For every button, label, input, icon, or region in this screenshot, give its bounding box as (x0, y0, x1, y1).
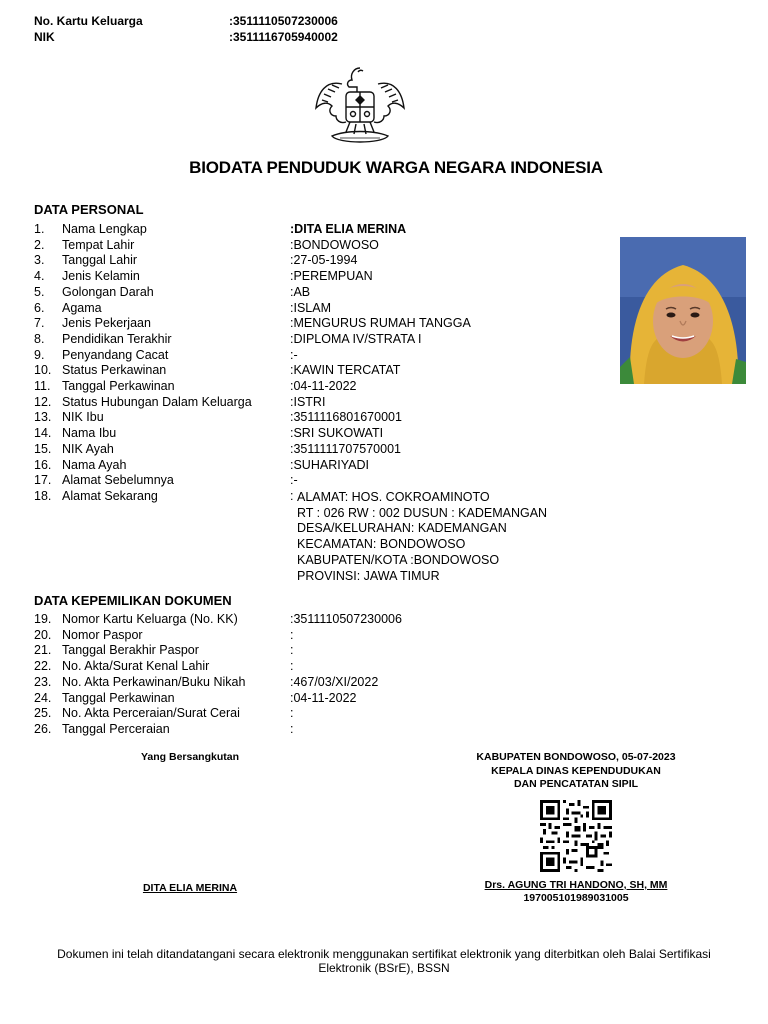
official-name: Drs. AGUNG TRI HANDONO, SH, MM (484, 879, 668, 891)
address-line: KABUPATEN/KOTA :BONDOWOSO (297, 552, 500, 567)
row-number: 24. (34, 690, 52, 705)
document-row (34, 658, 654, 674)
documents-data-list (34, 611, 654, 741)
row-value: :DITA ELIA MERINA (290, 222, 407, 236)
row-number: 8. (34, 331, 45, 346)
row-value: : (290, 659, 294, 674)
personal-row (34, 221, 654, 237)
row-value: : (290, 627, 294, 642)
row-number: 12. (34, 394, 52, 409)
personal-heading: DATA PERSONAL (34, 202, 144, 217)
row-label: Alamat Sekarang (62, 488, 158, 503)
personal-row (34, 425, 654, 441)
document-row (34, 642, 654, 658)
row-label: Golongan Darah (62, 284, 154, 299)
personal-data-list (34, 221, 654, 581)
row-value: :MENGURUS RUMAH TANGGA (290, 316, 471, 331)
address-line: DESA/KELURAHAN: KADEMANGAN (297, 521, 507, 536)
row-number: 14. (34, 426, 52, 441)
document-row (34, 611, 654, 627)
personal-row (34, 457, 654, 473)
address-line: ALAMAT: HOS. COKROAMINOTO (297, 490, 490, 504)
row-number: 18. (34, 488, 52, 503)
kk-label: No. Kartu Keluarga (34, 14, 143, 28)
qr-code-icon (538, 800, 614, 872)
row-label: Pendidikan Terakhir (62, 331, 172, 346)
row-label: Penyandang Cacat (62, 347, 169, 362)
personal-row (34, 268, 654, 284)
address-line: RT : 026 RW : 002 DUSUN : KADEMANGAN (297, 505, 548, 520)
row-number: 13. (34, 410, 52, 425)
row-label: No. Akta/Surat Kenal Lahir (62, 659, 210, 674)
official-title-1: KEPALA DINAS KEPENDUDUKAN (491, 765, 661, 777)
row-label: Nama Lengkap (62, 222, 147, 236)
row-label: Jenis Kelamin (62, 269, 140, 284)
row-number: 3. (34, 253, 45, 268)
personal-row (34, 394, 654, 410)
row-label: Nama Ayah (62, 457, 127, 472)
row-label: NIK Ayah (62, 441, 114, 456)
footer-line-2: Elektronik (BSrE), BSSN (318, 961, 450, 975)
row-value: :467/03/XI/2022 (290, 674, 379, 689)
row-number: 2. (34, 237, 45, 252)
official-nip: 197005101989031005 (523, 892, 629, 904)
personal-row (34, 441, 654, 457)
signer-caption: Yang Bersangkutan (140, 751, 240, 763)
row-value: :KAWIN TERCATAT (290, 363, 401, 378)
document-title: BIODATA PENDUDUK WARGA NEGARA INDONESIA (189, 158, 603, 177)
official-title-2: DAN PENCATATAN SIPIL (513, 778, 639, 790)
row-number: 19. (34, 612, 52, 626)
nik-label: NIK (34, 30, 55, 44)
row-value: :27-05-1994 (290, 253, 358, 268)
row-value: :AB (290, 284, 311, 299)
address-line: PROVINSI: JAWA TIMUR (297, 568, 440, 583)
documents-heading: DATA KEPEMILIKAN DOKUMEN (34, 593, 232, 608)
sign-place-date: KABUPATEN BONDOWOSO, 05-07-2023 (476, 751, 676, 763)
row-number: 16. (34, 457, 52, 472)
row-number: 23. (34, 674, 52, 689)
row-label: Tempat Lahir (62, 237, 135, 252)
row-label: Status Perkawinan (62, 363, 167, 378)
row-label: Tanggal Perceraian (62, 721, 170, 736)
row-number: 20. (34, 627, 52, 642)
row-number: 6. (34, 300, 45, 315)
profile-photo (620, 237, 746, 384)
row-label: Alamat Sebelumnya (62, 473, 174, 488)
row-number: 5. (34, 284, 45, 299)
address-line: KECAMATAN: BONDOWOSO (297, 537, 466, 552)
nik-value: :3511116705940002 (229, 30, 338, 44)
row-label: Nomor Kartu Keluarga (No. KK) (62, 612, 238, 626)
row-number: 4. (34, 269, 45, 284)
personal-row (34, 331, 654, 347)
row-value: :PEREMPUAN (290, 269, 373, 284)
personal-row (34, 378, 654, 394)
document-row (34, 690, 654, 706)
row-label: Nomor Paspor (62, 627, 143, 642)
row-number: 10. (34, 363, 52, 378)
row-value: :3511111707570001 (290, 441, 401, 456)
row-number: 22. (34, 659, 52, 674)
row-number: 9. (34, 347, 45, 362)
row-label: Jenis Pekerjaan (62, 316, 151, 331)
row-label: Tanggal Perkawinan (62, 690, 175, 705)
row-number: 15. (34, 441, 52, 456)
document-row (34, 705, 654, 721)
personal-row (34, 284, 654, 300)
document-row (34, 721, 654, 737)
row-label: Nama Ibu (62, 426, 117, 441)
row-value: :3511110507230006 (290, 612, 402, 626)
row-label: No. Akta Perceraian/Surat Cerai (62, 706, 240, 721)
row-label: Tanggal Lahir (62, 253, 138, 268)
row-number: 17. (34, 473, 52, 488)
row-value: :04-11-2022 (290, 690, 357, 705)
personal-row (34, 252, 654, 268)
footer-line-1: Dokumen ini telah ditandatangani secara elektronik menggunakan sertifikat elektronik yang diterbitkan oleh Balai Sertifikasi (57, 947, 711, 961)
document-row (34, 674, 654, 690)
row-value: : (290, 706, 294, 721)
row-value: :ISLAM (290, 300, 331, 315)
row-label: No. Akta Perkawinan/Buku Nikah (62, 674, 246, 689)
row-number: 25. (34, 706, 52, 721)
personal-row (34, 315, 654, 331)
personal-row (34, 347, 654, 363)
document-row (34, 627, 654, 643)
row-label: Agama (62, 300, 102, 315)
personal-row (34, 472, 654, 488)
row-number: 21. (34, 643, 52, 658)
row-number: 1. (34, 222, 45, 236)
row-value: :04-11-2022 (290, 379, 357, 393)
row-value: : (290, 721, 294, 736)
personal-row (34, 409, 654, 425)
row-label: Tanggal Berakhir Paspor (62, 643, 199, 658)
row-value: :DIPLOMA IV/STRATA I (290, 331, 422, 346)
row-value: :SUHARIYADI (290, 457, 369, 472)
row-number: 11. (34, 379, 51, 393)
row-number: 7. (34, 316, 45, 331)
footer-note (10, 947, 758, 975)
row-value: :3511116801670001 (290, 410, 402, 425)
row-value: :SRI SUKOWATI (290, 426, 384, 441)
row-value: :ISTRI (290, 394, 326, 409)
row-value: : (290, 488, 294, 503)
personal-row (34, 362, 654, 378)
row-number: 26. (34, 721, 52, 736)
row-value: :BONDOWOSO (290, 237, 379, 252)
row-label: Status Hubungan Dalam Keluarga (62, 394, 252, 409)
signer-name: DITA ELIA MERINA (142, 882, 238, 894)
garuda-emblem-icon (312, 62, 408, 152)
personal-row (34, 237, 654, 253)
row-value: :- (290, 473, 298, 488)
personal-row (34, 300, 654, 316)
row-label: NIK Ibu (62, 410, 104, 425)
kk-value: :3511110507230006 (229, 14, 338, 28)
row-label: Tanggal Perkawinan (62, 379, 175, 393)
row-value: :- (290, 347, 298, 362)
row-value: : (290, 643, 294, 658)
